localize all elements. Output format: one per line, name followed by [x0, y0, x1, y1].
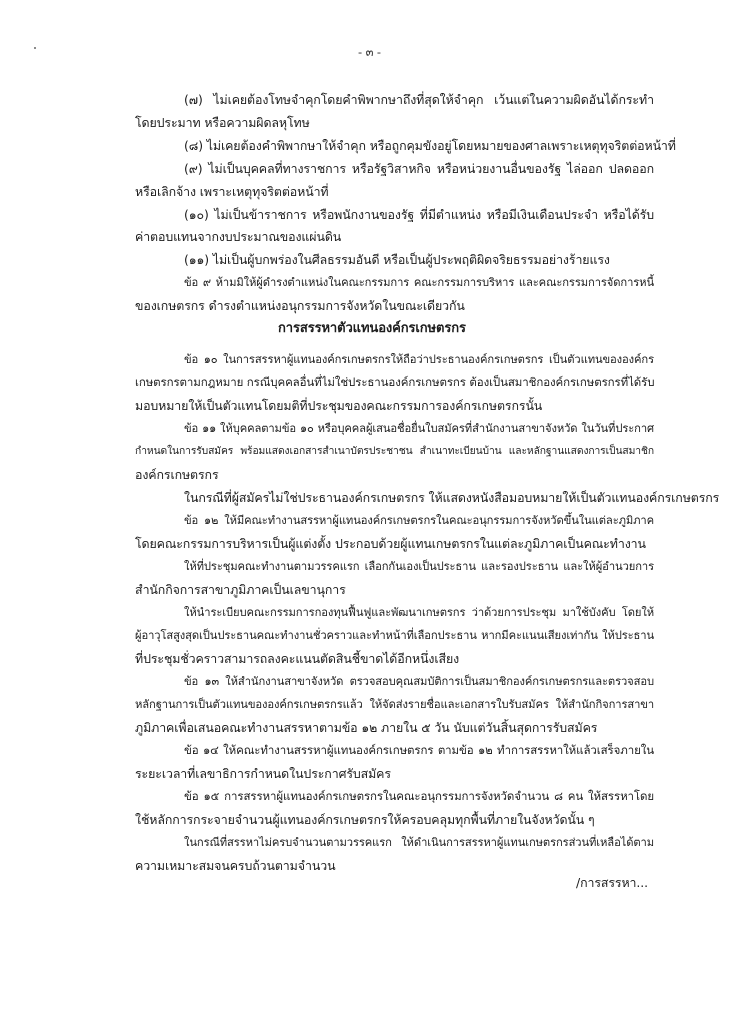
text-line: หลักฐานการเป็นตัวแทนขององค์กรเกษตรกรแล้ว ให้จัดส่งรายชื่อและเอกสารใบรับสมัคร ให้สำนักกิจการสาขา — [135, 698, 654, 711]
text-line: ข้อ ๑๒ ให้มีคณะทำงานสรรหาผู้แทนองค์กรเกษตรกรในคณะอนุกรรมการจังหวัดขึ้นในแต่ละภูมิภาค — [184, 514, 654, 527]
text-line: ให้ที่ประชุมคณะทำงานตามวรรคแรก เลือกกันเองเป็นประธาน และรองประธาน และให้ผู้อำนวยการ — [184, 560, 654, 573]
text-line: ในกรณีที่ผู้สมัครไม่ใช่ประธานองค์กรเกษตรกร ให้แสดงหนังสือมอบหมายให้เป็นตัวแทนองค์กรเกษตรกร — [184, 490, 720, 505]
section-heading: การสรรหาตัวแทนองค์กรเกษตรกร — [278, 321, 466, 336]
text-line: ระยะเวลาที่เลขาธิการกำหนดในประกาศรับสมัคร — [135, 766, 391, 781]
page-number: - ๓ - — [358, 45, 381, 59]
text-line: ข้อ ๙ ห้ามมิให้ผู้ดำรงตำแหน่งในคณะกรรมการ คณะกรรมการบริหาร และคณะกรรมการจัดการหนี้ — [184, 276, 654, 289]
text-line: เกษตรกรตามกฎหมาย กรณีบุคคลอื่นที่ไม่ใช่ประธานองค์กรเกษตรกร ต้องเป็นสมาชิกองค์กรเกษตรกรที่ได้รับ — [135, 375, 655, 389]
text-line: ภูมิภาคเพื่อเสนอคณะทำงานสรรหาตามข้อ ๑๒ ภายใน ๕ วัน นับแต่วันสิ้นสุดการรับสมัคร — [135, 720, 598, 735]
text-line: ข้อ ๑๑ ให้บุคคลตามข้อ ๑๐ หรือบุคคลผู้เสนอชื่อยื่นใบสมัครที่สำนักงานสาขาจังหวัด ในวันที่ประกาศ — [184, 422, 654, 435]
text-line: ที่ประชุมชั่วคราวสามารถลงคะแนนตัดสินชี้ขาดได้อีกหนึ่งเสียง — [135, 651, 460, 666]
text-line: สำนักกิจการสาขาภูมิภาคเป็นเลขานุการ — [135, 582, 346, 597]
text-line: ค่าตอบแทนจากงบประมาณของแผ่นดิน — [135, 229, 342, 244]
text-line: ของเกษตรกร ดำรงตำแหน่งอนุกรรมการจังหวัดในขณะเดียวกัน — [135, 298, 465, 313]
text-line: ในกรณีที่สรรหาไม่ครบจำนวนตามวรรคแรก ให้ดำเนินการสรรหาผู้แทนเกษตรกรส่วนที่เหลือได้ตาม — [184, 836, 654, 849]
text-line: ความเหมาะสมจนครบถ้วนตามจำนวน — [135, 858, 336, 873]
text-line: (๑๐) ไม่เป็นข้าราชการ หรือพนักงานของรัฐ ที่มีตำแหน่ง หรือมีเงินเดือนประจำ หรือได้รับ — [184, 207, 654, 222]
text-line: ข้อ ๑๕ การสรรหาผู้แทนองค์กรเกษตรกรในคณะอนุกรรมการจังหวัดจำนวน ๘ คน ให้สรรหาโดย — [184, 789, 654, 803]
text-line: ใช้หลักการกระจายจำนวนผู้แทนองค์กรเกษตรกรให้ครอบคลุมทุกพื้นที่ภายในจังหวัดนั้น ๆ — [135, 812, 595, 827]
text-line: ข้อ ๑๔ ให้คณะทำงานสรรหาผู้แทนองค์กรเกษตรกร ตามข้อ ๑๒ ทำการสรรหาให้แล้วเสร็จภายใน — [184, 743, 654, 757]
text-line: ให้นำระเบียบคณะกรรมการกองทุนฟื้นฟูและพัฒนาเกษตรกร ว่าด้วยการประชุม มาใช้บังคับ โดยให้ — [184, 606, 654, 619]
text-line: ข้อ ๑๓ ให้สำนักงานสาขาจังหวัด ตรวจสอบคุณสมบัติการเป็นสมาชิกองค์กรเกษตรกรและตรวจสอบ — [184, 675, 654, 688]
text-line: (๑๑) ไม่เป็นผู้บกพร่องในศีลธรรมอันดี หรือเป็นผู้ประพฤติผิดจริยธรรมอย่างร้ายแรง — [184, 252, 610, 267]
scan-speck — [34, 47, 36, 49]
text-line: โดยคณะกรรมการบริหารเป็นผู้แต่งตั้ง ประกอบด้วยผู้แทนเกษตรกรในแต่ละภูมิภาคเป็นคณะทำงาน — [135, 536, 646, 551]
text-line: มอบหมายให้เป็นตัวแทนโดยมติที่ประชุมของคณะกรรมการองค์กรเกษตรกรนั้น — [135, 398, 543, 413]
text-line: โดยประมาท หรือความผิดลหุโทษ — [135, 115, 310, 130]
text-line: องค์กรเกษตรกร — [135, 467, 219, 482]
text-line: (๙) ไม่เป็นบุคคลที่ทางราชการ หรือรัฐวิสาหกิจ หรือหน่วยงานอื่นของรัฐ ไล่ออก ปลดออก — [184, 161, 654, 176]
text-line: กำหนดในการรับสมัคร พร้อมแสดงเอกสารสำเนาบัตรประชาชน สำเนาทะเบียนบ้าน และหลักฐานแสดงการเป็นสมาชิก — [135, 445, 654, 457]
text-line: (๗) ไม่เคยต้องโทษจำคุกโดยคำพิพากษาถึงที่สุดให้จำคุก เว้นแต่ในความผิดอันได้กระทำ — [184, 92, 654, 107]
text-line: (๘) ไม่เคยต้องคำพิพากษาให้จำคุก หรือถูกคุมขังอยู่โดยหมายของศาลเพราะเหตุทุจริตต่อหน้าที่ — [184, 138, 676, 153]
text-line: หรือเลิกจ้าง เพราะเหตุทุจริตต่อหน้าที่ — [135, 184, 329, 199]
continuation-marker: /การสรรหา... — [576, 875, 648, 890]
text-line: ผู้อาวุโสสูงสุดเป็นประธานคณะทำงานชั่วคราวและทำหน้าที่เลือกประธาน หากมีคะแนนเสียงเท่ากัน ให้ประธาน — [135, 629, 654, 642]
text-line: ข้อ ๑๐ ในการสรรหาผู้แทนองค์กรเกษตรกรให้ถือว่าประธานองค์กรเกษตรกร เป็นตัวแทนขององค์กร — [184, 353, 654, 366]
